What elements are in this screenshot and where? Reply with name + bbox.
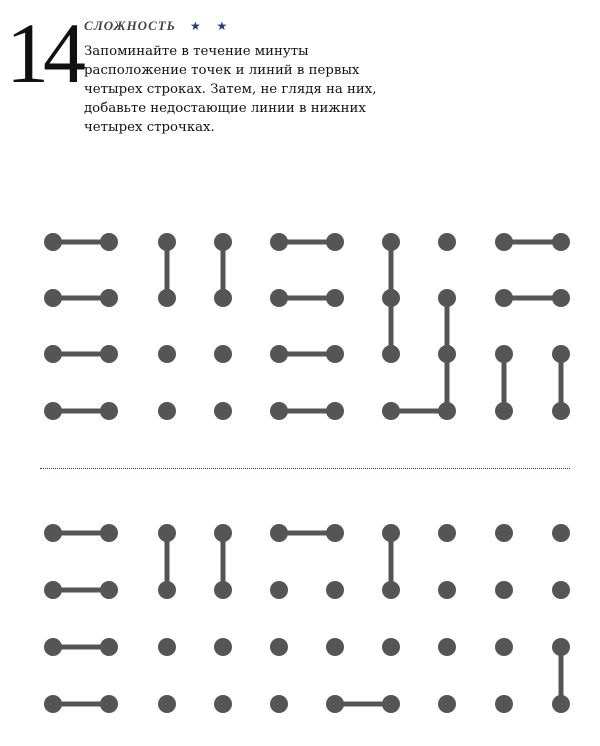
bottom-dot <box>214 524 232 542</box>
bottom-dot <box>44 695 62 713</box>
bottom-dot <box>326 638 344 656</box>
bottom-dot <box>438 638 456 656</box>
bottom-dot <box>100 695 118 713</box>
bottom-dot <box>326 524 344 542</box>
bottom-dot <box>552 581 570 599</box>
difficulty-stars: ★ ★ <box>189 19 234 33</box>
bottom-dot <box>44 638 62 656</box>
bottom-dot <box>552 524 570 542</box>
bottom-dot <box>438 524 456 542</box>
bottom-dot <box>270 524 288 542</box>
bottom-dot <box>552 695 570 713</box>
bottom-dot <box>326 581 344 599</box>
bottom-dot <box>382 695 400 713</box>
bottom-dot <box>382 638 400 656</box>
bottom-dot <box>44 581 62 599</box>
bottom-dot <box>158 581 176 599</box>
bottom-dot <box>100 638 118 656</box>
bottom-dot <box>270 638 288 656</box>
bottom-dot <box>382 581 400 599</box>
bottom-dot <box>270 581 288 599</box>
bottom-dot <box>326 695 344 713</box>
difficulty-label: СЛОЖНОСТЬ <box>84 18 176 33</box>
puzzle-number: 14 <box>6 5 80 101</box>
bottom-dot <box>382 524 400 542</box>
bottom-dot <box>158 638 176 656</box>
bottom-dot <box>158 695 176 713</box>
bottom-dot <box>495 695 513 713</box>
bottom-dot <box>100 581 118 599</box>
bottom-dot <box>552 638 570 656</box>
bottom-dot <box>495 524 513 542</box>
bottom-dot <box>44 524 62 542</box>
instructions-text: Запоминайте в течение минуты расположение точек и линий в первых четырех строках. Затем, не глядя на них, добавьте недостающие линии в нижних четырех строчках. <box>84 44 377 135</box>
bottom-dot <box>214 638 232 656</box>
bottom-dot <box>438 695 456 713</box>
bottom-dot <box>495 638 513 656</box>
bottom-dot <box>158 524 176 542</box>
bottom-dot <box>214 581 232 599</box>
bottom-dot <box>495 581 513 599</box>
bottom-dot <box>214 695 232 713</box>
bottom-dot <box>100 524 118 542</box>
bottom-dot <box>438 581 456 599</box>
bottom-dot <box>270 695 288 713</box>
